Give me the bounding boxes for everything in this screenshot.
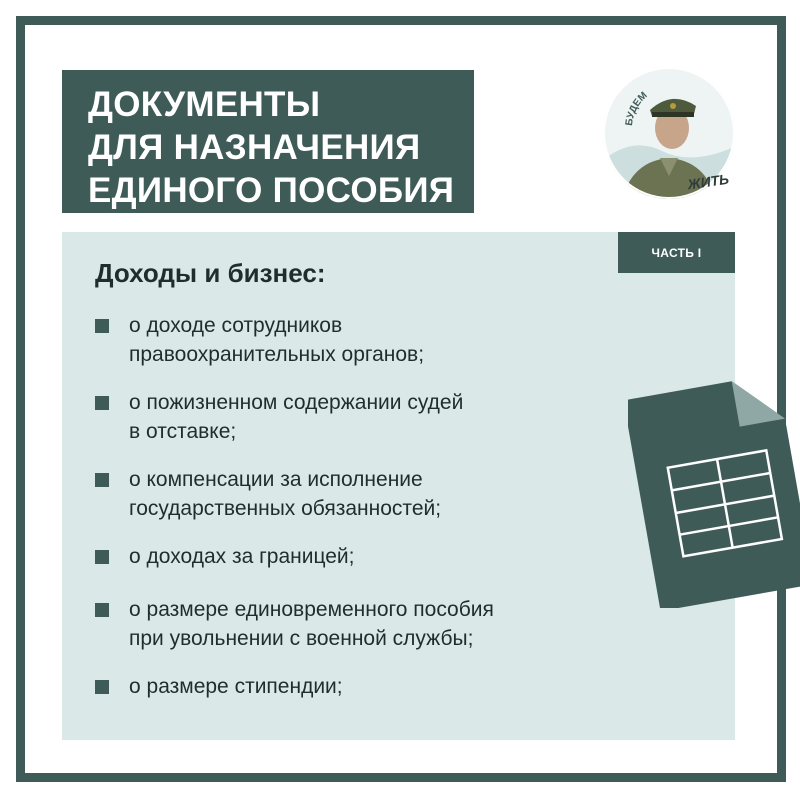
list-item bbox=[95, 542, 635, 571]
title-block bbox=[62, 70, 474, 213]
square-bullet-icon bbox=[95, 680, 109, 694]
soldier-portrait-logo-icon bbox=[602, 66, 736, 200]
square-bullet-icon bbox=[95, 396, 109, 410]
list-item-line-2: государственных обязанностей; bbox=[129, 497, 442, 520]
list-item bbox=[95, 388, 635, 446]
spreadsheet-document-icon bbox=[628, 368, 800, 608]
square-bullet-icon bbox=[95, 603, 109, 617]
list-item bbox=[95, 465, 635, 523]
list-item bbox=[95, 311, 635, 369]
list-item-line-1: о размере единовременного пособия bbox=[129, 598, 494, 621]
list-item-line-2: при увольнении с военной службы; bbox=[129, 627, 474, 650]
list-item-line-1: о пожизненном содержании судей bbox=[129, 391, 464, 414]
square-bullet-icon bbox=[95, 550, 109, 564]
list-item bbox=[95, 672, 635, 701]
title-line-3: ЕДИНОГО ПОСОБИЯ bbox=[88, 171, 455, 210]
title-line-2: ДЛЯ НАЗНАЧЕНИЯ bbox=[88, 128, 421, 167]
list-item-line-1: о доходе сотрудников bbox=[129, 314, 343, 337]
list-item-line-1: о компенсации за исполнение bbox=[129, 468, 423, 491]
list-item bbox=[95, 595, 635, 653]
list-item-line-1: о доходах за границей; bbox=[129, 545, 355, 568]
part-badge: ЧАСТЬ I bbox=[618, 232, 735, 273]
list-item-line-2: правоохранительных органов; bbox=[129, 343, 425, 366]
title-line-1: ДОКУМЕНТЫ bbox=[88, 85, 321, 124]
list-item-line-2: в отставке; bbox=[129, 420, 237, 443]
logo-top-text: БУДЕМ bbox=[623, 90, 650, 127]
square-bullet-icon bbox=[95, 473, 109, 487]
logo-bottom-text: ЖИТЬ bbox=[686, 170, 730, 193]
square-bullet-icon bbox=[95, 319, 109, 333]
list-item-line-1: о размере стипендии; bbox=[129, 675, 343, 698]
section-heading: Доходы и бизнес: bbox=[95, 258, 326, 288]
documents-list bbox=[95, 311, 635, 720]
